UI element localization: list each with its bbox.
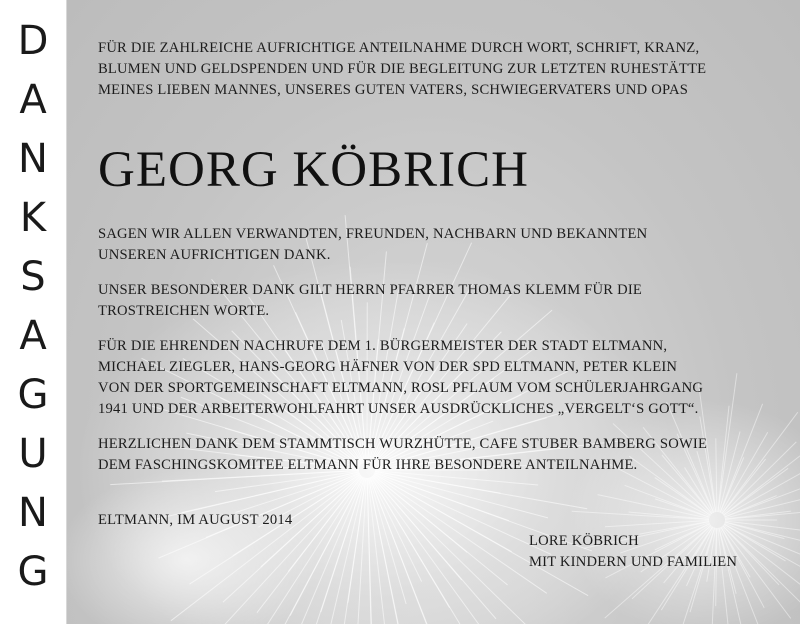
deceased-name: GEORG KÖBRICH (98, 142, 529, 198)
paragraph-pastor (98, 280, 642, 322)
side-letter: K (19, 195, 47, 241)
paragraph-obituaries (98, 336, 703, 420)
signature-line: MIT KINDERN UND FAMILIEN (529, 554, 738, 570)
side-letter: G (17, 372, 49, 418)
intro-text (98, 38, 706, 101)
side-letter: D (17, 18, 49, 64)
intro-line: BLUMEN UND GELDSPENDEN UND FÜR DIE BEGLEITUNG ZUR LETZTEN RUHESTÄTTE (98, 61, 707, 77)
paragraph-line: VON DER SPORTGEMEINSCHAFT ELTMANN, ROSL PFLAUM VOM SCHÜLERJAHRGANG (98, 380, 704, 396)
paragraph-line: UNSEREN AUFRICHTIGEN DANK. (98, 247, 331, 263)
side-letter: A (19, 313, 47, 359)
signature-line: LORE KÖBRICH (529, 533, 639, 549)
paragraph-line: MICHAEL ZIEGLER, HANS-GEORG HÄFNER VON DER SPD ELTMANN, PETER KLEIN (98, 359, 678, 375)
side-letter: A (19, 77, 47, 123)
place-date: ELTMANN, IM AUGUST 2014 (98, 512, 293, 528)
paragraph-line: UNSER BESONDERER DANK GILT HERRN PFARRER THOMAS KLEMM FÜR DIE (98, 282, 642, 298)
side-title-column (0, 0, 67, 624)
side-letter: N (18, 490, 48, 536)
intro-line: FÜR DIE ZAHLREICHE AUFRICHTIGE ANTEILNAHME DURCH WORT, SCHRIFT, KRANZ, (98, 40, 700, 56)
paragraph-thanks (98, 434, 707, 476)
paragraph-line: SAGEN WIR ALLEN VERWANDTEN, FREUNDEN, NACHBARN UND BEKANNTEN (98, 226, 648, 242)
side-letter: N (18, 136, 48, 182)
paragraph-line: 1941 UND DER ARBEITERWOHLFAHRT UNSER AUSDRÜCKLICHES „VERGELT‘S GOTT“. (98, 401, 699, 417)
intro-line: MEINES LIEBEN MANNES, UNSERES GUTEN VATERS, SCHWIEGERVATERS UND OPAS (98, 82, 689, 98)
paragraph-line: HERZLICHEN DANK DEM STAMMTISCH WURZHÜTTE, CAFE STUBER BAMBERG SOWIE (98, 436, 708, 452)
side-letter: S (20, 254, 46, 300)
notice-panel (67, 0, 800, 624)
side-letter: U (18, 431, 48, 477)
side-letter: G (17, 549, 49, 595)
paragraph-relatives (98, 224, 647, 266)
signature-block (529, 531, 737, 573)
paragraph-line: TROSTREICHEN WORTE. (98, 303, 270, 319)
paragraph-line: FÜR DIE EHRENDEN NACHRUFE DEM 1. BÜRGERMEISTER DER STADT ELTMANN, (98, 338, 668, 354)
paragraph-line: DEM FASCHINGSKOMITEE ELTMANN FÜR IHRE BESONDERE ANTEILNAHME. (98, 457, 638, 473)
